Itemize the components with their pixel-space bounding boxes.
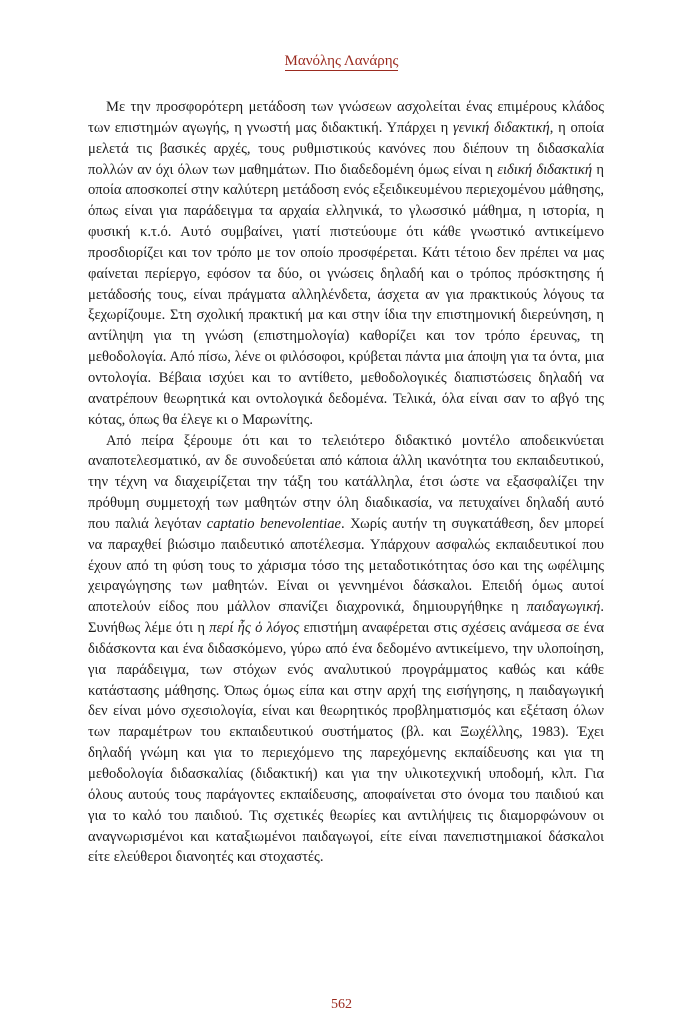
text-run: . Χωρίς αυτήν τη συγκατάθεση, δεν μπορεί να παραχθεί βιώσιμο παιδευτικό αποτέλεσμα. Υπάρχουν ασφαλώς εκπαιδευτικοί που έχουν από τη φύση τους το χάρισμα τόσο της μεταδοτικότητας όσο και της ωφέλιμης χειραγώγησης των μαθητών. Είναι οι γεννημένοι δάσκαλοι. Επειδή όμως αυτοί αποτελούν είδος που μάλλον σπανίζει διαχρονικά, δημιουργήθηκε η: [88, 515, 604, 616]
text-run: η οποία αποσκοπεί στην καλύτερη μετάδοση ενός εξειδικευμένου περιεχομένου μάθησης, όπως είναι για παράδειγμα τα αρχαία ελληνικά, το γλωσσικό μάθημα, η ιστορία, η φυσική κ.τ.ό. Αυτό συμβαίνει, γιατί πιστεύουμε ότι κάθε γνωστικό αντικείμενο προσδιορίζει και τον τρόπο με τον οποίο προσφέρεται. Κάτι τέτοιο δεν πρέπει να μας φαίνεται περίεργο, εφόσον τα δύο, οι γνώσεις δηλαδή και ο τρόπος πρόσκτησης ή μετάδοσής τους, είναι πράγματα αλληλένδετα, άσχετα αν για πρακτικούς λόγους τα ξεχωρίζουμε. Στη σχολική πρακτική μα και στην ίδια την επιστημονική διερεύνηση, η αντίληψη για τη γνώση (επιστημολογία) καθορίζει και τον τρόπο έρευνας, τη μεθοδολογία. Από πίσω, λένε οι φιλόσοφοι, κρύβεται πάντα μια άποψη για τα όντα, μια οντολογία. Βέβαια ισχύει και το αντίθετο, μεθοδολογικές διαπιστώσεις δηλαδή να ανατρέπουν θεωρητικά και οντολογικά δεδομένα. Τελικά, όλα είναι σαν το αβγό της κότας, όπως θα έλεγε κι ο Μαρωνίτης.: [88, 161, 604, 428]
page-number: 562: [331, 997, 352, 1012]
italic-term: γενική διδακτική: [452, 119, 550, 136]
author-name: Μανόλης Λανάρης: [284, 53, 399, 69]
italic-term: captatio benevolentiae: [206, 515, 342, 532]
body-text: [88, 97, 604, 868]
text-run: Από πείρα ξέρουμε ότι και το τελειότερο διδακτικό μοντέλο αποδεικνύεται αναποτελεσματικό, αν δε συνοδεύεται από κάποια άλλη ικανότητα του εκπαιδευτικού, την τέχνη να διαχειρίζεται την τάξη του κατάλληλα, έτσι ώστε να εξασφαλίζει την πρόθυμη συμμετοχή των μαθητών στην όλη διαδικασία, να πετυχαίνει δηλαδή αυτό που παλιά λεγόταν: [88, 432, 604, 532]
paragraph: [88, 431, 604, 869]
text-run: . Συνήθως λέμε ότι η: [88, 599, 604, 637]
italic-term: περί ἧς ὁ λόγος: [209, 620, 300, 637]
italic-term: παιδαγωγική: [526, 599, 601, 616]
text-run: επιστήμη αναφέρεται στις σχέσεις ανάμεσα σε ένα διδάσκοντα και ένα διδασκόμενο, γύρω από ένα δεδομένο αντικείμενο, την υλοποίηση, για παράδειγμα, των στόχων ενός αναλυτικού προγράμματος καθώς και κάθε κατάστασης μάθησης. Όπως όμως είπα και στην αρχή της εισήγησης, η παιδαγωγική δεν είναι μόνο σχεσιολογία, είναι και θεωρητικός προβληματισμός και εξέταση όλων των παραμέτρων του εκπαιδευτικού συστήματος (βλ. και Ξωχέλλης, 1983). Έχει δηλαδή γνώμη και για το περιεχόμενο της παρεχόμενης εκπαίδευσης και για τη μεθοδολογία διδασκαλίας (διδακτική) και για την υλικοτεχνική υποδομή, κλπ. Για όλους αυτούς τους παράγοντες εκπαίδευσης, αποφαίνεται στο όνομα του παιδιού και για το καλό του παιδιού. Τις σχετικές θεωρίες και αντιλήψεις τις διαμορφώνουν οι αναγνωρισμένοι και καταξιωμένοι παιδαγωγοί, είτε είναι πανεπιστημιακοί δάσκαλοι είτε ελεύθεροι διανοητές και στοχαστές.: [88, 620, 605, 866]
paragraph: [88, 97, 604, 431]
running-header: [0, 50, 683, 70]
text-run: , η οποία μελετά τις βασικές αρχές, τους ρυθμιστικούς κανόνες που διέπουν τη διδασκαλία πολλών αν όχι όλων των μαθημάτων. Πιο διαδεδομένη όμως είναι η: [88, 119, 604, 178]
text-run: Με την προσφορότερη μετάδοση των γνώσεων ασχολείται ένας επιμέρους κλάδος των επιστημών αγωγής, η γνωστή μας διδακτική. Υπάρχει η: [88, 99, 604, 136]
italic-term: ειδική διδακτική: [497, 161, 593, 178]
